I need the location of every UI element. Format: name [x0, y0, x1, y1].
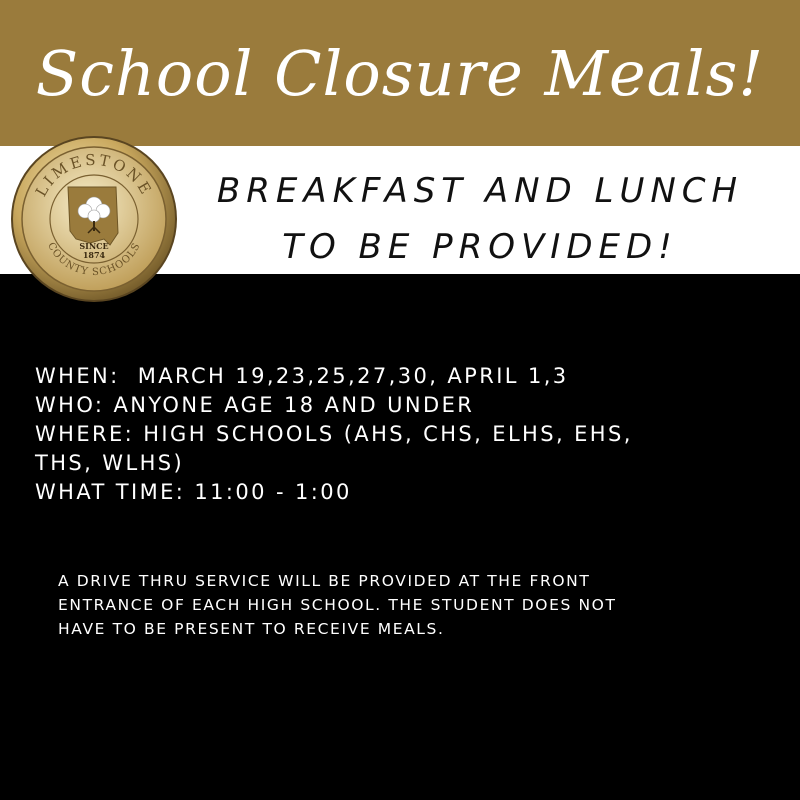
when-line: WHEN: MARCH 19,23,25,27,30, APRIL 1,3 [35, 364, 569, 388]
note-line-3: HAVE TO BE PRESENT TO RECEIVE MEALS. [58, 620, 445, 638]
seal-name-text: LIMESTONE [31, 150, 157, 200]
seal-since-year: 1874 [82, 250, 106, 260]
seal-since-label: SINCE [79, 241, 109, 251]
note-line-1: A DRIVE THRU SERVICE WILL BE PROVIDED AT THE FRONT [58, 572, 591, 590]
subtitle [175, 163, 785, 275]
drive-thru-note [58, 569, 778, 641]
who-line: WHO: ANYONE AGE 18 AND UNDER [35, 393, 475, 417]
limestone-county-schools-seal-icon [10, 135, 178, 303]
subtitle-line-1: BREAKFAST AND LUNCH [216, 171, 744, 211]
note-line-2: ENTRANCE OF EACH HIGH SCHOOL. THE STUDENT DOES NOT [58, 596, 617, 614]
event-details [35, 362, 775, 507]
flyer-title: School Closure Meals! [35, 36, 765, 110]
time-line: WHAT TIME: 11:00 - 1:00 [35, 480, 352, 504]
where-line-1: WHERE: HIGH SCHOOLS (AHS, CHS, ELHS, EHS, [35, 422, 633, 446]
subtitle-line-2: TO BE PROVIDED! [282, 227, 678, 267]
seal-org-text: COUNTY SCHOOLS [45, 240, 143, 279]
where-line-2: THS, WLHS) [35, 451, 185, 475]
